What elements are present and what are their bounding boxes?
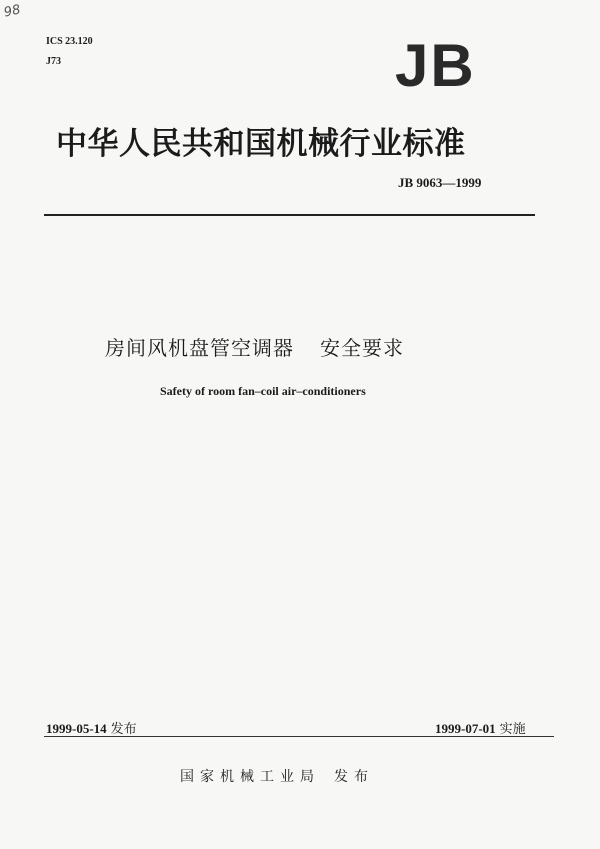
- issuer-action: 发布: [334, 769, 374, 785]
- header-divider: [44, 214, 535, 216]
- standard-number: JB 9063—1999: [398, 175, 482, 190]
- title-cn-part1: 房间风机盘管空调器: [105, 336, 294, 360]
- issue-date-value: 1999-05-14: [46, 721, 107, 736]
- implementation-date: [435, 718, 526, 737]
- title-cn-part2: 安全要求: [320, 336, 404, 360]
- issue-label: 发布: [110, 722, 137, 737]
- issue-date: [46, 718, 137, 737]
- implementation-date-value: 1999-07-01: [435, 721, 496, 736]
- ccs-code: J73: [46, 56, 61, 67]
- implementation-label: 实施: [499, 722, 526, 737]
- footer-divider: [44, 736, 554, 737]
- jb-logo: JB: [395, 32, 476, 99]
- standard-category-title: 中华人民共和国机械行业标准: [56, 126, 466, 162]
- ics-code: ICS 23.120: [46, 36, 93, 47]
- document-title-en: Safety of room fan–coil air–conditioners: [160, 384, 366, 398]
- handwritten-note: 98: [2, 2, 22, 21]
- document-title-cn: [105, 332, 404, 361]
- issuer-name: 国家机械工业局: [180, 769, 320, 785]
- issuing-authority: [180, 766, 374, 786]
